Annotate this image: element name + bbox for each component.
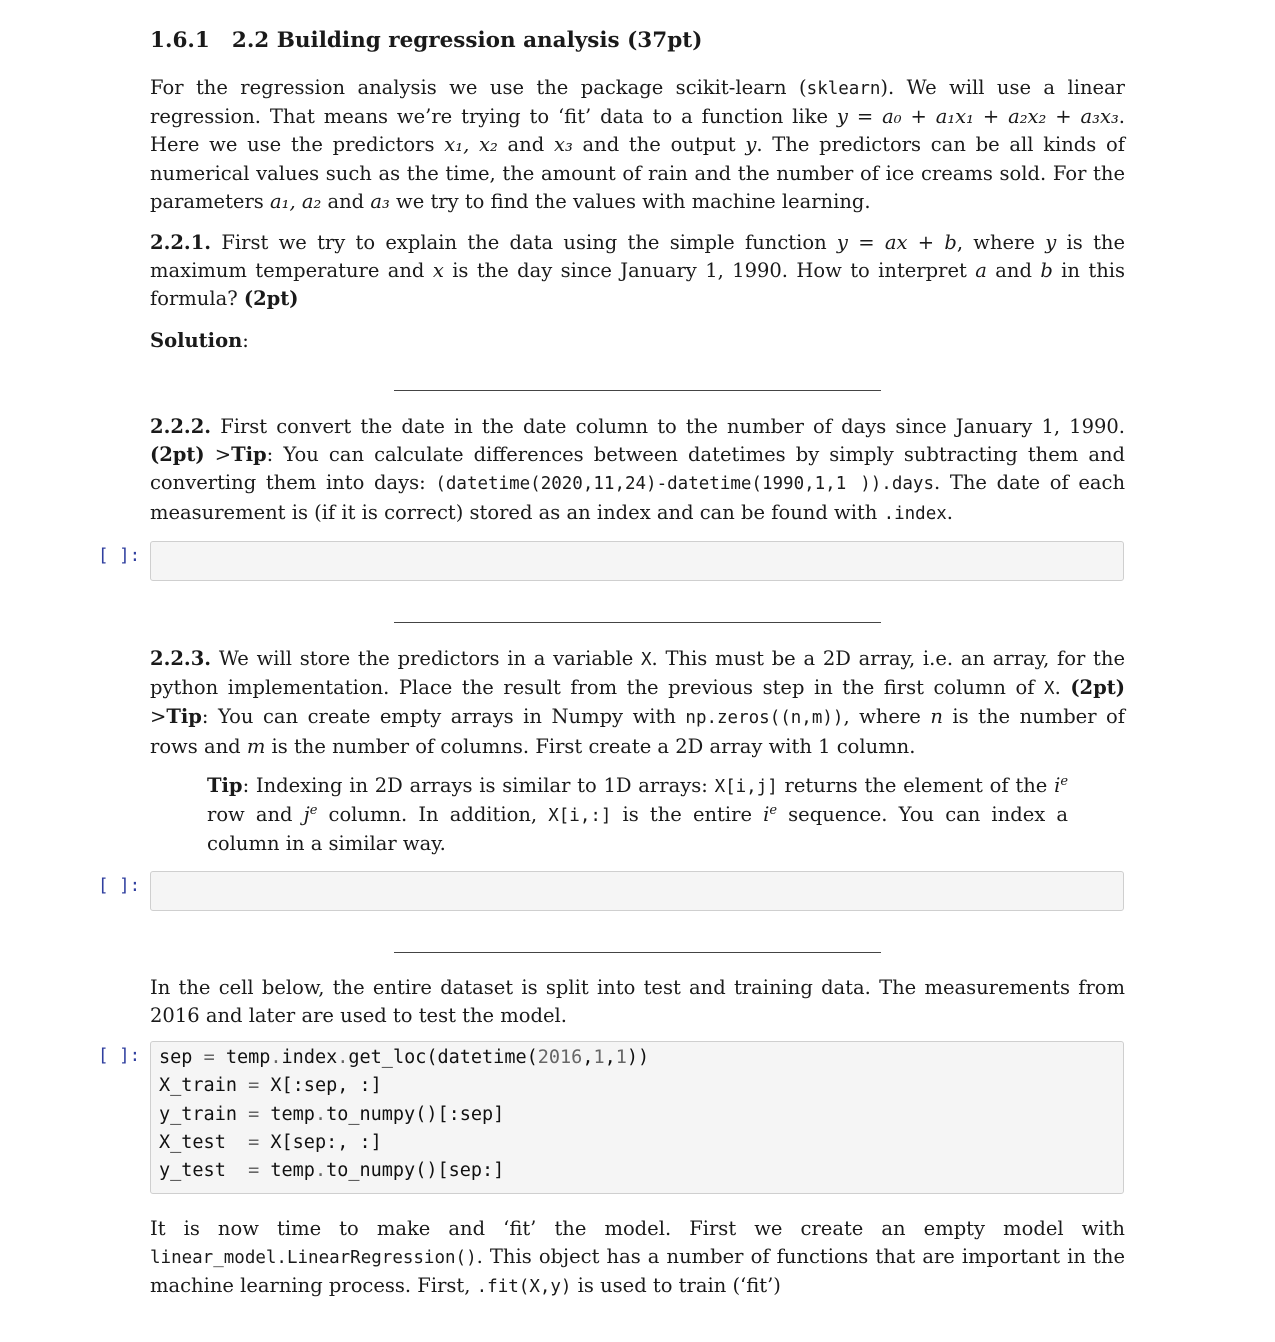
- code-cell-empty[interactable]: [150, 541, 1124, 581]
- section-title: 2.2 Building regression analysis (37pt): [231, 28, 703, 53]
- cell-prompt: [ ]:: [98, 876, 141, 896]
- section-number: 1.6.1: [150, 28, 210, 53]
- divider: [394, 952, 881, 953]
- divider: [394, 390, 881, 391]
- question-2-2-2: 2.2.2. First convert the date in the date column to the number of days since January 1, 1990. (2pt) >Tip: You can calculate differences between datetimes by simply subtracting them and converting them into days: (datetime(2020,11,24)-datetime(1990,1,1 )).days. The date of each measurement is (if it is correct) stored as an index and can be found with .index.: [150, 415, 1126, 524]
- code-cell-split[interactable]: [150, 1041, 1124, 1194]
- question-2-2-3: 2.2.3. We will store the predictors in a variable X. This must be a 2D array, i.e. an array, for the python implementation. Place the result from the previous step in the first column of X. (2pt) >Tip: You can create empty arrays in Numpy with np.zeros((n,m)), where n is the number of rows and m is the number of columns. First create a 2D array with 1 column.: [150, 647, 1125, 758]
- code-line: sep = temp.index.get_loc(datetime(2016,1,1)) X_train = X[:sep, :] y_train = temp.to_numpy()[:sep] X_test = X[sep:, :] y_test = temp.to_numpy()[sep:]: [159, 1047, 650, 1182]
- intro-paragraph: For the regression analysis we use the package scikit-learn (sklearn). We will use a linear regression. That means we’re trying to ‘fit’ data to a function like y = a₀ + a₁x₁ + a₂x₂ + a₃x₃. Here we use the predictors x₁, x₂ and x₃ and the output y. The predictors can be all kinds of numerical values such as the time, the amount of rain and the number of ice creams sold. For the parameters a₁, a₂ and a₃ we try to find the values with machine learning.: [150, 76, 1125, 213]
- cell-prompt: [ ]:: [98, 546, 141, 566]
- tip-blockquote: Tip: Indexing in 2D arrays is similar to 1D arrays: X[i,j] returns the element of the $i^e$ row and $j^e$ column. In addition, X[i,:] is the entire $i^e$ sequence. You can index a column in a similar way.: [207, 774, 1069, 856]
- solution-label: Solution:: [150, 329, 249, 352]
- divider: [394, 622, 881, 623]
- question-2-2-1: 2.2.1. First we try to explain the data using the simple function y = ax + b, where y is the maximum temperature and x is the day since January 1, 1990. How to interpret a and b in this formula? (2pt): [150, 231, 1125, 311]
- section-heading: [150, 28, 702, 53]
- split-paragraph: In the cell below, the entire dataset is split into test and training data. The measurements from 2016 and later are used to test the model.: [150, 976, 1125, 1028]
- fit-paragraph: It is now time to make and ‘fit’ the model. First we create an empty model with linear_model.LinearRegression(). This object has a number of functions that are important in the machine learning process. First, .fit(X,y) is used to train (‘fit’): [150, 1217, 1125, 1298]
- cell-prompt: [ ]:: [98, 1046, 141, 1066]
- code-cell-empty[interactable]: [150, 871, 1124, 911]
